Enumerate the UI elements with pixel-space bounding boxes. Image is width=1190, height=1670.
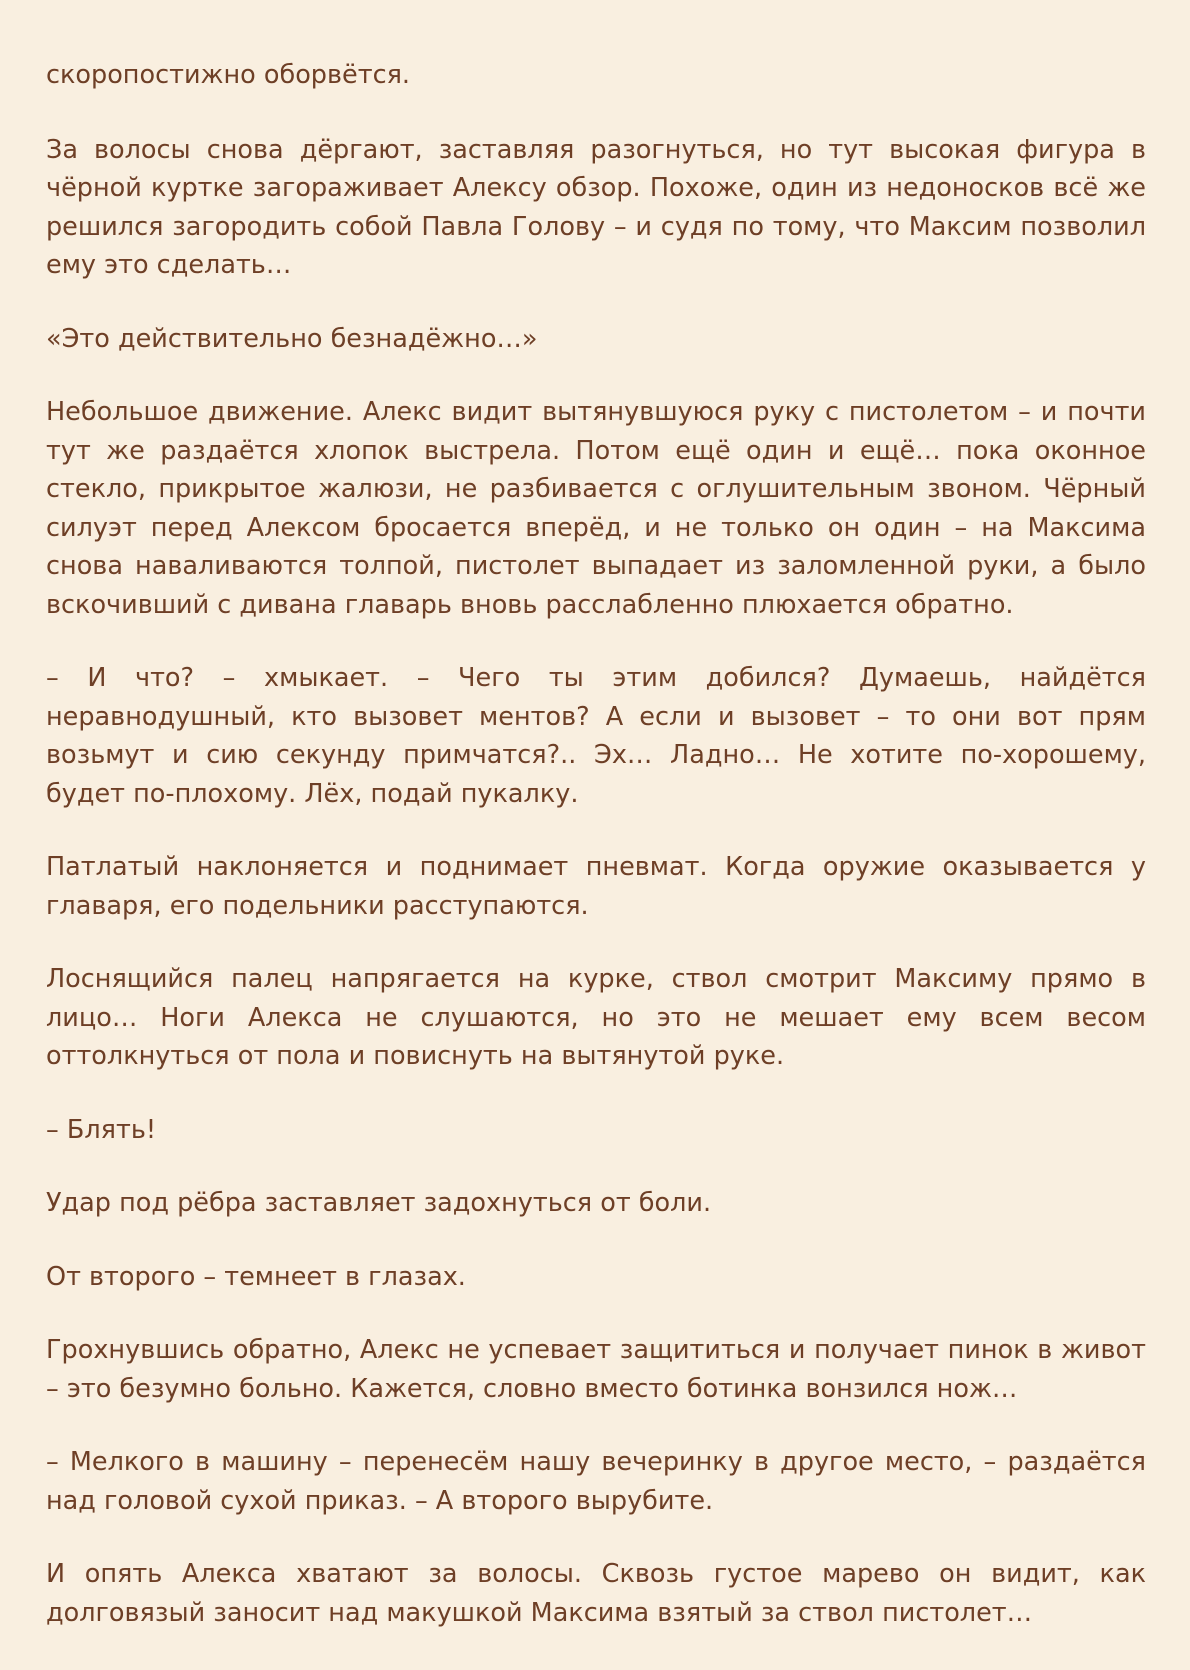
paragraph: Небольшое движение. Алекс видит вытянувшуюся руку с пистолетом – и почти тут же раздаётся хлопок выстрела. Потом ещё один и ещё… пока оконное стекло, прикрытое жалюзи, не разбивается с оглушительным звоном. Чёрный силуэт перед Алексом бросается вперёд, и не только он один – на Максима снова наваливаются толпой, пистолет выпадает из заломленной руки, а было вскочивший с дивана главарь вновь расслабленно плюхается обратно.	[46, 397, 1146, 620]
paragraph: – Мелкого в машину – перенесём нашу вечеринку в другое место, – раздаётся над головой сухой приказ. – А второго вырубите.	[46, 1447, 1146, 1516]
paragraph: Патлатый наклоняется и поднимает пневмат. Когда оружие оказывается у главаря, его подельники расступаются.	[46, 852, 1146, 921]
paragraph: Удар под рёбра заставляет задохнуться от боли.	[46, 1188, 712, 1218]
paragraph: За волосы снова дёргают, заставляя разогнуться, но тут высокая фигура в чёрной куртке загораживает Алексу обзор. Похоже, один из недоносков всё же решился загородить собой Павла Голову – и судя по тому, что Максим позволил ему это сделать…	[46, 134, 1146, 280]
paragraph: И опять Алекса хватают за волосы. Сквозь густое марево он видит, как долговязый заносит над макушкой Максима взятый за ствол пистолет…	[46, 1559, 1146, 1628]
paragraph: Лоснящийся палец напрягается на курке, ствол смотрит Максиму прямо в лицо… Ноги Алекса не слушаются, но это не мешает ему всем весом оттолкнуться от пола и повиснуть на вытянутой руке.	[46, 964, 1146, 1071]
paragraph: – Блять!	[46, 1114, 157, 1145]
paragraph: Грохнувшись обратно, Алекс не успевает защититься и получает пинок в живот – это безумно больно. Кажется, словно вместо ботинка вонзился нож…	[46, 1335, 1146, 1404]
paragraph: «Это действительно безнадёжно…»	[46, 323, 538, 354]
paragraph: От второго – темнеет в глазах.	[46, 1261, 466, 1292]
paragraph: – И что? – хмыкает. – Чего ты этим добился? Думаешь, найдётся неравнодушный, кто вызовет ментов? А если и вызовет – то они вот прям возьмут и сию секунду примчатся?.. Эх… Ладно… Не хотите по-хорошему, будет по-плохому. Лёх, подай пукалку.	[46, 663, 1146, 809]
paragraph: скоропостижно оборвётся.	[46, 60, 411, 90]
